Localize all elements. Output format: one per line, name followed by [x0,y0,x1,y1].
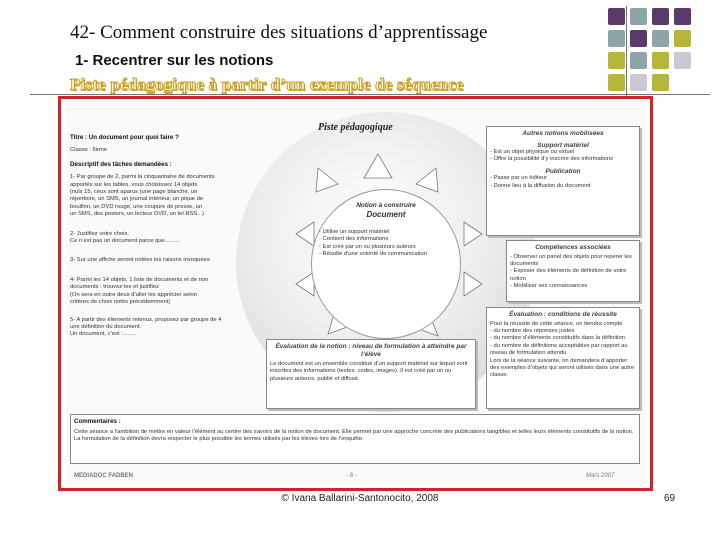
doc-footer [66,468,646,486]
doc-box-other-notions [486,126,640,236]
doc-box-text: Le document est un ensemble constitué d’un support matériel sur lequel sont inscrites des informations (textes, codes, images). Il est créé par un ou plusieurs auteurs, publié et diffusé. [270,361,468,382]
decor-square [608,8,625,25]
doc-left-line: bouillon, un DVD rouge, une coupure de presse, un [70,203,203,210]
doc-left-line: 3- Sur une affiche seront notées les raisons invoquées [70,257,210,264]
slide-copyright: © Ivana Ballarini-Santonocito, 2008 [281,493,439,504]
doc-box-items [510,254,636,291]
doc-left-line: répertoire, un SMS, un journal intérieur, un pique de [70,196,204,203]
decor-square [674,52,691,69]
doc-comments-title: Commentaires : [74,418,121,425]
doc-center-item: - Contient des informations [319,236,389,243]
decor-square [630,52,647,69]
doc-box-competences [506,240,640,302]
decor-horizontal-line [30,94,710,95]
decor-square [630,30,647,47]
doc-left-line: Classe : 6ème [70,147,108,154]
doc-comments-text: Cette séance a l’ambition de mettre en valeur l’élément au centre des savoirs de la notion de document. Elle permet par une approche concrète des publications tangibles et telles leurs éléments constitutifs de la notion. La formulation de la définition devra respecter le plus possible les termes utilisés par les élèves lors de l’enquête. [74,428,634,442]
decor-color-squares [608,8,716,92]
doc-box-subtitle: Publication [545,167,581,175]
doc-center-subtitle: Document [366,210,406,220]
doc-box-item: - du nombre des réponses justes [490,327,575,334]
doc-left-line: 2- Justifiez votre choix. [70,230,129,237]
doc-box-item: - Exposer des éléments de définition de votre notion [510,268,627,282]
doc-box-items [490,175,636,190]
decor-square [652,30,669,47]
doc-center-item: - Résulte d’une volonté de communication [319,251,427,258]
doc-header: Piste pédagogique [318,122,393,133]
doc-box-item: - Passe par un éditeur [490,175,548,182]
doc-box-items [490,149,636,164]
doc-box-item: - Donne lieu à la diffusion du document [490,182,591,189]
doc-box-item: - Est un objet physique ou virtuel [490,149,575,155]
doc-box-item: Pour la réussite de cette séance, on tiendra compte [490,320,623,327]
doc-left-line: (On sera en outre deux d’aller les apprécier selon [70,291,197,298]
doc-left-line: un SMS, des posters, un lecteur DVD, un tel RSS...) [70,211,205,218]
decor-square [652,52,669,69]
doc-box-items [490,321,636,380]
embedded-document [66,104,646,486]
slide-title: 42- Comment construire des situations d’apprentissage [70,22,488,43]
decor-square [608,30,625,47]
decor-square [674,30,691,47]
doc-footer-left: MEDIADOC FADBEN [74,473,134,479]
doc-left-line: 5- A partir des éléments retenus, proposez par groupe de 4 [70,316,222,323]
doc-box-item: - du nombre de définitions acceptables par rapport au niveau de formulation attendu [490,342,628,357]
doc-box-item: - Mobiliser ses connaissances [510,283,588,290]
doc-box-title: Évaluation : conditions de réussite [509,311,617,318]
doc-arrow [416,168,438,192]
doc-left-line: Descriptif des tâches demandées : [70,160,172,168]
doc-arrow [464,222,482,246]
doc-arrow [464,272,482,296]
decor-square [630,74,647,91]
doc-box-title: Compétences associées [535,244,611,251]
doc-box-title: Autres notions mobilisées [522,130,604,137]
doc-box-item: - du nombre d’éléments constitutifs dans la définition [490,335,626,342]
decor-square [608,52,625,69]
doc-left-line: (nuls 15, ceux sont aparus (une page blanche, un [70,189,198,196]
doc-box-subtitle: Support matériel [537,141,589,149]
doc-box-item: - Offre la possibilité d’y inscrire des informations [490,156,613,163]
doc-left-line: Titre : Un document pour quoi faire ? [70,134,179,141]
doc-arrow [296,222,314,246]
doc-box-item: Lors de la séance suivante, on demandera d’apporter des exemples d’objets qui seront utilisés dans une autre classe. [490,357,635,379]
decor-square [652,74,669,91]
doc-left-line: 1- Par groupe de 2, parmi la cinquantaine de documents [70,174,215,181]
doc-footer-right: Mars 2007 [586,473,615,479]
doc-box-evaluation-notion [266,339,476,409]
doc-center-item: - Est créé par un ou plusieurs auteurs [319,243,416,250]
doc-box-item: - Observer un panel des objets pour repérer les documents [510,253,632,267]
doc-arrow [316,168,338,192]
decor-square [674,8,691,25]
doc-left-line: critères de choix notés précédemment) [70,299,171,306]
doc-left-line: Ce n’est pas un document parce que......... [70,238,180,245]
decor-square [630,8,647,25]
slide-headline: Piste pédagogique à partir d’un exemple de séquence [70,75,464,94]
doc-box-evaluation [486,307,640,409]
doc-footer-center: - 8 - [346,473,357,479]
doc-box-title: Évaluation de la notion : niveau de formulation à atteindre par l’élève [275,343,467,358]
doc-center-item: - Utilise un support matériel [319,228,390,235]
decor-square [652,8,669,25]
doc-left-line: 4- Parmi les 14 objets, 1 liste de documents et de non [70,276,209,283]
doc-box-comments [70,414,640,464]
doc-left-column [70,134,260,364]
decor-square [608,74,625,91]
doc-left-line: apportés sur les tables, vous choisissez 14 objets [70,181,198,188]
doc-left-line: Un document, c’est :........ [70,331,136,338]
slide-page-number: 69 [664,493,676,504]
slide-subtitle: 1- Recentrer sur les notions [75,52,274,69]
doc-arrow [364,154,392,178]
doc-left-line: documents : trouvez-les et justifiez [70,284,159,291]
doc-center-title: Notion à construire [356,202,416,209]
doc-left-line: une définition du document. [70,323,142,330]
doc-center-text [319,202,453,322]
document-frame [58,96,653,491]
